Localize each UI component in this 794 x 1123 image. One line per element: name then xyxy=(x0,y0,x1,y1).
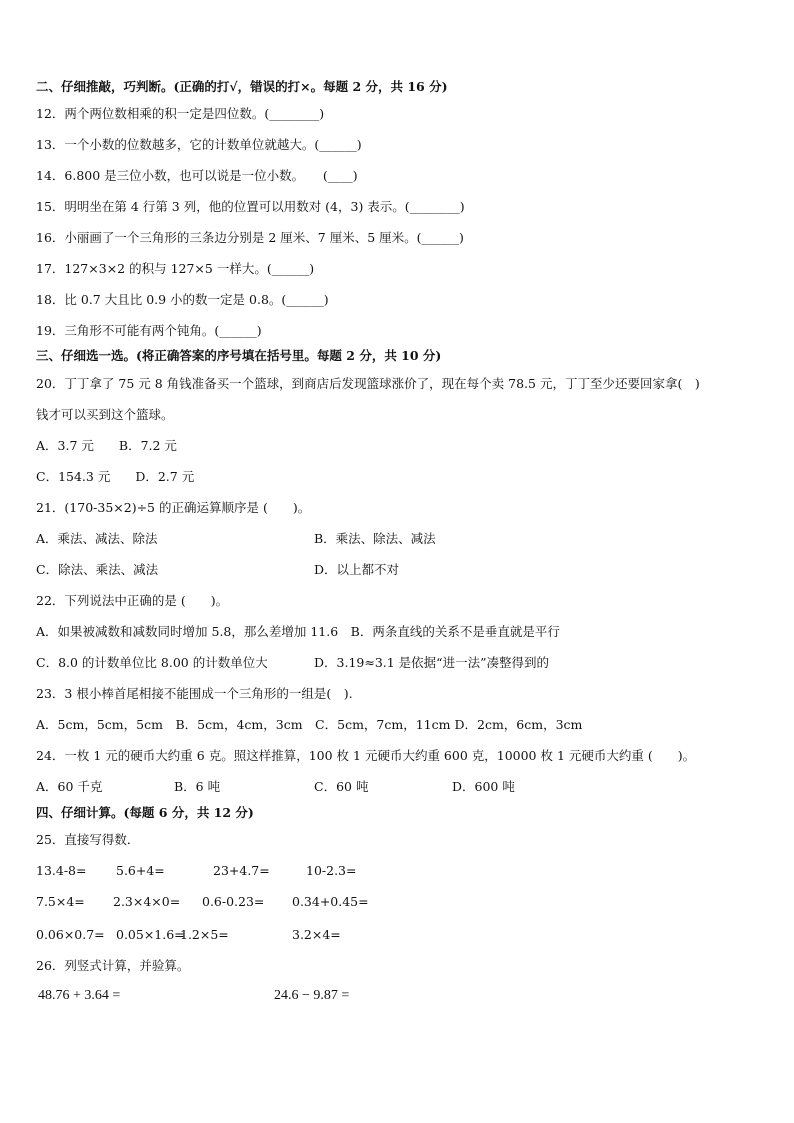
question-21-option-a: A．乘法、减法、除法 xyxy=(36,531,158,546)
question-21-option-c: C．除法、乘法、减法 xyxy=(36,562,159,577)
question-19: 19．三角形不可能有两个钝角。(______) xyxy=(36,323,262,338)
question-24-option-c: C．60 吨 xyxy=(314,779,369,794)
calc-item: 3.2×4= xyxy=(292,927,341,942)
question-22: 22．下列说法中正确的是 ( )。 xyxy=(36,593,229,608)
question-24-option-b: B．6 吨 xyxy=(174,779,221,794)
calc-item: 0.34+0.45= xyxy=(292,894,369,909)
question-13: 13．一个小数的位数越多，它的计数单位就越大。(______) xyxy=(36,137,362,152)
question-26: 26．列竖式计算，并验算。 xyxy=(36,958,190,973)
question-22-options-ab: A．如果被减数和减数同时增加 5.8，那么差增加 11.6 B．两条直线的关系不是垂直就是平行 xyxy=(36,624,560,639)
calc-item: 5.6+4= xyxy=(116,863,165,878)
question-20-options-ab: A．3.7 元 B．7.2 元 xyxy=(36,438,177,453)
calc-item: 10-2.3= xyxy=(306,863,357,878)
question-14: 14．6.800 是三位小数，也可以说是一位小数。 (____) xyxy=(36,168,358,183)
question-20-line-1: 20．丁丁拿了 75 元 8 角钱准备买一个篮球，到商店后发现篮球涨价了，现在每个卖 78.5 元，丁丁至少还要回家拿( ) xyxy=(36,376,700,391)
question-16: 16．小丽画了一个三角形的三条边分别是 2 厘米、7 厘米、5 厘米。(______) xyxy=(36,230,464,245)
question-25: 25．直接写得数． xyxy=(36,832,140,847)
calc-item: 1.2×5= xyxy=(180,927,229,942)
question-22-option-c: C．8.0 的计数单位比 8.00 的计数单位大 xyxy=(36,655,268,670)
calc-item: 7.5×4= xyxy=(36,894,85,909)
question-22-option-d: D．3.19≈3.1 是依据“进一法”凑整得到的 xyxy=(314,655,549,670)
calc-item: 13.4-8= xyxy=(36,863,87,878)
calc-item: 0.05×1.6= xyxy=(116,927,185,942)
question-12: 12．两个两位数相乘的积一定是四位数。(________) xyxy=(36,106,325,121)
question-18: 18．比 0.7 大且比 0.9 小的数一定是 0.8。(______) xyxy=(36,292,329,307)
question-24-option-a: A．60 千克 xyxy=(36,779,103,794)
question-20-line-2: 钱才可以买到这个篮球。 xyxy=(36,407,174,422)
question-20-options-cd: C．154.3 元 D．2.7 元 xyxy=(36,469,195,484)
question-23-options: A．5cm，5cm，5cm B．5cm，4cm，3cm C．5cm，7cm，11cm D．2cm，6cm，3cm xyxy=(36,717,583,732)
vertical-calc-1: 48.76 + 3.64 = xyxy=(38,988,121,1003)
question-23: 23．3 根小棒首尾相接不能围成一个三角形的一组是( ). xyxy=(36,686,353,701)
question-21-option-b: B．乘法、除法、减法 xyxy=(314,531,436,546)
question-21-option-d: D．以上都不对 xyxy=(314,562,400,577)
section-3-header: 三、仔细选一选。(将正确答案的序号填在括号里。每题 2 分，共 10 分) xyxy=(36,348,442,363)
calc-item: 0.6-0.23= xyxy=(202,894,265,909)
calc-item: 0.06×0.7= xyxy=(36,927,105,942)
question-24: 24．一枚 1 元的硬币大约重 6 克。照这样推算，100 枚 1 元硬币大约重 600 克，10000 枚 1 元硬币大约重 ( )。 xyxy=(36,748,696,763)
section-4-header: 四、仔细计算。(每题 6 分，共 12 分) xyxy=(36,805,254,820)
question-17: 17．127×3×2 的积与 127×5 一样大。(______) xyxy=(36,261,315,276)
vertical-calc-2: 24.6 − 9.87 = xyxy=(274,988,350,1003)
question-15: 15．明明坐在第 4 行第 3 列，他的位置可以用数对 (4，3) 表示。(________) xyxy=(36,199,465,214)
calc-item: 2.3×4×0= xyxy=(113,894,181,909)
question-21: 21．(170-35×2)÷5 的正确运算顺序是 ( )。 xyxy=(36,500,311,515)
section-2-header: 二、仔细推敲，巧判断。(正确的打√，错误的打×。每题 2 分，共 16 分) xyxy=(36,79,448,94)
calc-item: 23+4.7= xyxy=(213,863,270,878)
question-24-option-d: D．600 吨 xyxy=(452,779,515,794)
